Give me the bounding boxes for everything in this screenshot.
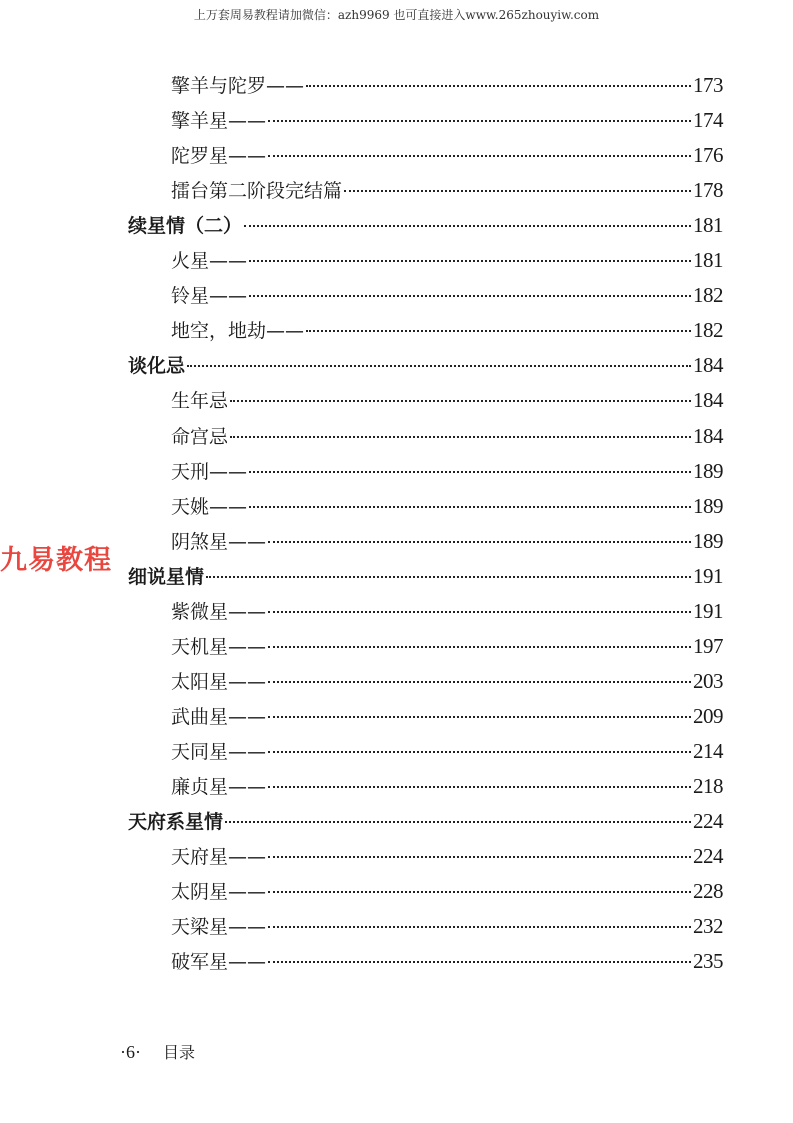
toc-entry-page-number: 189 <box>693 528 723 553</box>
toc-entry-page-number: 191 <box>693 598 723 623</box>
toc-subentry[interactable] <box>171 71 723 99</box>
toc-subentry[interactable] <box>171 316 723 344</box>
dot-leader <box>230 400 691 402</box>
page-number: ·6· <box>120 1042 141 1062</box>
dot-leader <box>187 365 691 367</box>
toc-entry-title: 天府系星情 <box>128 811 224 834</box>
toc-entry-page-number: 224 <box>693 809 723 834</box>
toc-entry-title: 生年忌 <box>171 390 229 413</box>
toc-entry-page-number: 181 <box>693 213 723 238</box>
toc-subentry[interactable] <box>171 246 723 274</box>
toc-entry-title: 天府星—— <box>171 846 267 869</box>
toc-entry-page-number: 182 <box>693 318 723 343</box>
toc-entry-title: 廉贞星—— <box>171 776 267 798</box>
toc-subentry[interactable] <box>171 912 723 940</box>
watermark-text: 九易教程 <box>0 545 112 576</box>
toc-entry-page-number: 184 <box>693 388 723 413</box>
dot-leader <box>268 646 691 648</box>
toc-subentry[interactable] <box>171 842 723 870</box>
dot-leader <box>230 436 691 438</box>
dot-leader <box>225 821 691 823</box>
toc-entry-title: 细说星情 <box>128 565 205 588</box>
dot-leader <box>268 716 691 718</box>
dot-leader <box>306 330 691 332</box>
toc-subentry[interactable] <box>171 492 723 520</box>
toc-entry-title: 擎羊星—— <box>171 110 267 133</box>
toc-entry-title: 命宫忌 <box>171 425 229 448</box>
dot-leader <box>344 190 691 192</box>
toc-entry-page-number: 178 <box>693 178 723 203</box>
toc-entry-page-number: 214 <box>693 738 723 763</box>
dot-leader <box>268 751 691 753</box>
toc-entry-page-number: 197 <box>693 633 723 658</box>
toc-entry-page-number: 184 <box>693 423 723 448</box>
dot-leader <box>268 926 691 928</box>
toc-subentry[interactable] <box>171 527 723 555</box>
toc-entry-page-number: 181 <box>693 248 723 273</box>
toc-entry-page-number: 189 <box>693 493 723 518</box>
dot-leader <box>268 891 691 893</box>
toc-entry-title: 破军星—— <box>171 951 267 974</box>
dot-leader <box>249 295 691 297</box>
dot-leader <box>249 506 691 508</box>
toc-entry-page-number: 173 <box>693 73 723 97</box>
toc-subentry[interactable] <box>171 702 723 730</box>
dot-leader <box>268 155 691 157</box>
toc-entry-title: 谈化忌 <box>128 355 186 378</box>
toc-entry-page-number: 189 <box>693 458 723 483</box>
toc-entry-page-number: 203 <box>693 668 723 693</box>
toc-subentry[interactable] <box>171 176 723 204</box>
dot-leader <box>244 225 691 227</box>
toc-subentry[interactable] <box>171 422 723 450</box>
toc-section-entry[interactable] <box>128 351 723 379</box>
footer-section-title: 目录 <box>163 1043 196 1062</box>
toc-subentry[interactable] <box>171 106 723 134</box>
toc-entry-title: 天机星—— <box>171 635 267 658</box>
toc-section-entry[interactable] <box>128 211 723 239</box>
toc-entry-title: 擎羊与陀罗—— <box>171 75 305 97</box>
toc-entry-title: 太阳星—— <box>171 670 267 693</box>
toc-entry-title: 火星—— <box>171 250 248 273</box>
toc-entry-title: 武曲星—— <box>171 705 267 728</box>
dot-leader <box>206 576 691 578</box>
dot-leader <box>268 961 691 963</box>
dot-leader <box>268 786 691 788</box>
toc-entry-page-number: 218 <box>693 774 723 798</box>
toc-entry-page-number: 224 <box>693 844 723 869</box>
toc-entry-title: 天同星—— <box>171 740 267 763</box>
dot-leader <box>268 681 691 683</box>
toc-entry-title: 陀罗星—— <box>171 145 267 168</box>
toc-entry-page-number: 232 <box>693 914 723 939</box>
toc-entry-page-number: 191 <box>693 563 723 588</box>
toc-entry-page-number: 182 <box>693 283 723 308</box>
toc-entry-page-number: 176 <box>693 143 723 168</box>
toc-subentry[interactable] <box>171 597 723 625</box>
toc-entry-title: 阴煞星—— <box>171 530 267 553</box>
toc-entry-page-number: 235 <box>693 949 723 974</box>
toc-entry-title: 紫微星—— <box>171 600 267 623</box>
dot-leader <box>268 611 691 613</box>
toc-subentry[interactable] <box>171 141 723 169</box>
toc-entry-title: 天姚—— <box>171 495 248 518</box>
toc-entry-title: 续星情（二） <box>128 215 243 238</box>
toc-section-entry[interactable] <box>128 562 723 590</box>
toc-entry-title: 天梁星—— <box>171 916 267 939</box>
toc-subentry[interactable] <box>171 457 723 485</box>
toc-subentry[interactable] <box>171 667 723 695</box>
toc-entry-page-number: 184 <box>693 353 723 378</box>
toc-subentry[interactable] <box>171 632 723 660</box>
toc-subentry[interactable] <box>171 947 723 975</box>
page-header-banner: 上万套周易教程请加微信：azh9969 也可直接进入www.265zhouyiw.com <box>193 8 600 22</box>
toc-subentry[interactable] <box>171 772 723 800</box>
toc-entry-title: 擂台第二阶段完结篇 <box>171 180 343 203</box>
toc-entry-title: 铃星—— <box>171 285 248 308</box>
toc-section-entry[interactable] <box>128 807 723 835</box>
toc-subentry[interactable] <box>171 877 723 905</box>
toc-entry-title: 天刑—— <box>171 460 248 483</box>
dot-leader <box>306 85 691 87</box>
dot-leader <box>268 120 691 122</box>
toc-entry-page-number: 174 <box>693 108 723 133</box>
toc-entry-title: 太阴星—— <box>171 881 267 904</box>
toc-entry-title: 地空，地劫—— <box>171 320 305 343</box>
dot-leader <box>268 856 691 858</box>
toc-subentry[interactable] <box>171 737 723 765</box>
dot-leader <box>249 471 691 473</box>
page-footer <box>120 1040 195 1063</box>
toc-entry-page-number: 228 <box>693 879 723 904</box>
dot-leader <box>268 541 691 543</box>
dot-leader <box>249 260 691 262</box>
toc-subentry[interactable] <box>171 386 723 414</box>
toc-subentry[interactable] <box>171 281 723 309</box>
toc-entry-page-number: 209 <box>693 703 723 728</box>
